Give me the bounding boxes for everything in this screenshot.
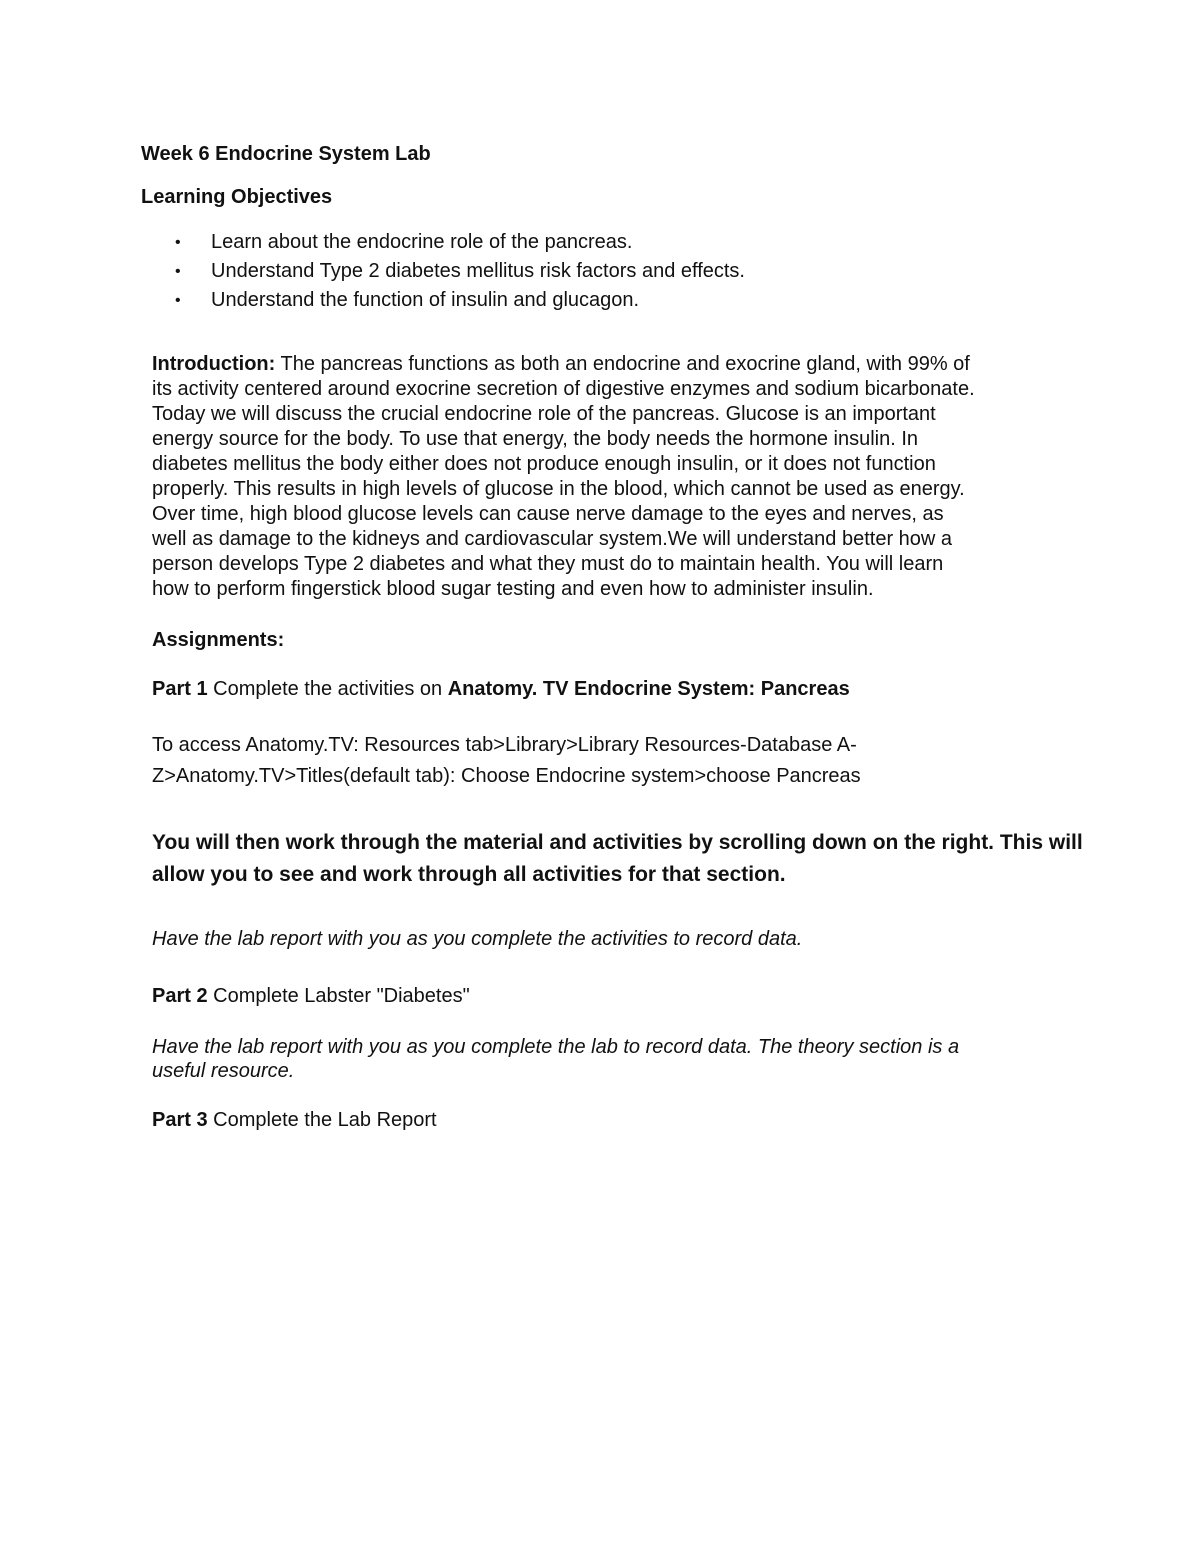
objectives-list [141,228,745,315]
access-line: To access Anatomy.TV: Resources tab>Library>Library Resources-Database A- [152,734,857,756]
objective-text: Understand Type 2 diabetes mellitus risk factors and effects. [211,260,745,282]
objective-text: Understand the function of insulin and glucagon. [211,289,640,311]
part-2-text: Complete Labster "Diabetes" [207,985,470,1007]
objective-text: Learn about the endocrine role of the pancreas. [211,231,633,253]
bullet-icon: • [175,263,181,280]
learning-objectives-heading: Learning Objectives [141,186,333,208]
intro-line: Today we will discuss the crucial endocrine role of the pancreas. Glucose is an important [152,403,936,425]
labster-note [152,1035,959,1083]
intro-line: energy source for the body. To use that energy, the body needs the hormone insulin. In [152,428,919,450]
lab-report-note: Have the lab report with you as you complete the activities to record data. [152,928,803,950]
part-1-instruction [152,678,850,701]
list-item [141,286,745,315]
intro-line: person develops Type 2 diabetes and what they must do to maintain health. You will learn [152,553,944,575]
intro-line: diabetes mellitus the body either does not produce enough insulin, or it does not function [152,453,936,475]
intro-line: its activity centered around exocrine secretion of digestive enzymes and sodium bicarbonate. [152,378,975,400]
bullet-icon: • [175,292,181,309]
intro-line [152,352,1052,377]
part-2-instruction [152,985,470,1008]
introduction-paragraph [152,352,1052,602]
bullet-icon: • [175,234,181,251]
assignments-heading: Assignments: [152,629,285,651]
intro-line: Over time, high blood glucose levels can cause nerve damage to the eyes and nerves, as [152,503,944,525]
labster-note-line: Have the lab report with you as you complete the lab to record data. The theory section is a [152,1036,960,1058]
intro-line: how to perform fingerstick blood sugar testing and even how to administer insulin. [152,578,874,600]
introduction-label: Introduction: [152,353,276,375]
list-item [141,228,745,257]
part-1-resource: Anatomy. TV Endocrine System: Pancreas [447,678,850,700]
part-1-label: Part 1 [152,678,208,700]
labster-note-line: useful resource. [152,1060,295,1082]
intro-line: properly. This results in high levels of glucose in the blood, which cannot be used as energy. [152,478,965,500]
part-3-text: Complete the Lab Report [207,1109,437,1131]
list-item [141,257,745,286]
access-line: Z>Anatomy.TV>Titles(default tab): Choose Endocrine system>choose Pancreas [152,765,861,787]
intro-text: The pancreas functions as both an endocrine and exocrine gland, with 99% of [275,353,970,375]
part-2-label: Part 2 [152,985,208,1007]
part-3-label: Part 3 [152,1109,208,1131]
part-1-text: Complete the activities on [207,678,448,700]
scroll-line: allow you to see and work through all activities for that section. [152,863,786,886]
scroll-line: You will then work through the material and activities by scrolling down on the right. This will [152,831,1083,854]
intro-line: well as damage to the kidneys and cardiovascular system.We will understand better how a [152,528,953,550]
scroll-instructions [152,827,1083,891]
access-instructions [152,730,861,792]
document-title: Week 6 Endocrine System Lab [141,143,431,165]
part-3-instruction [152,1109,437,1132]
